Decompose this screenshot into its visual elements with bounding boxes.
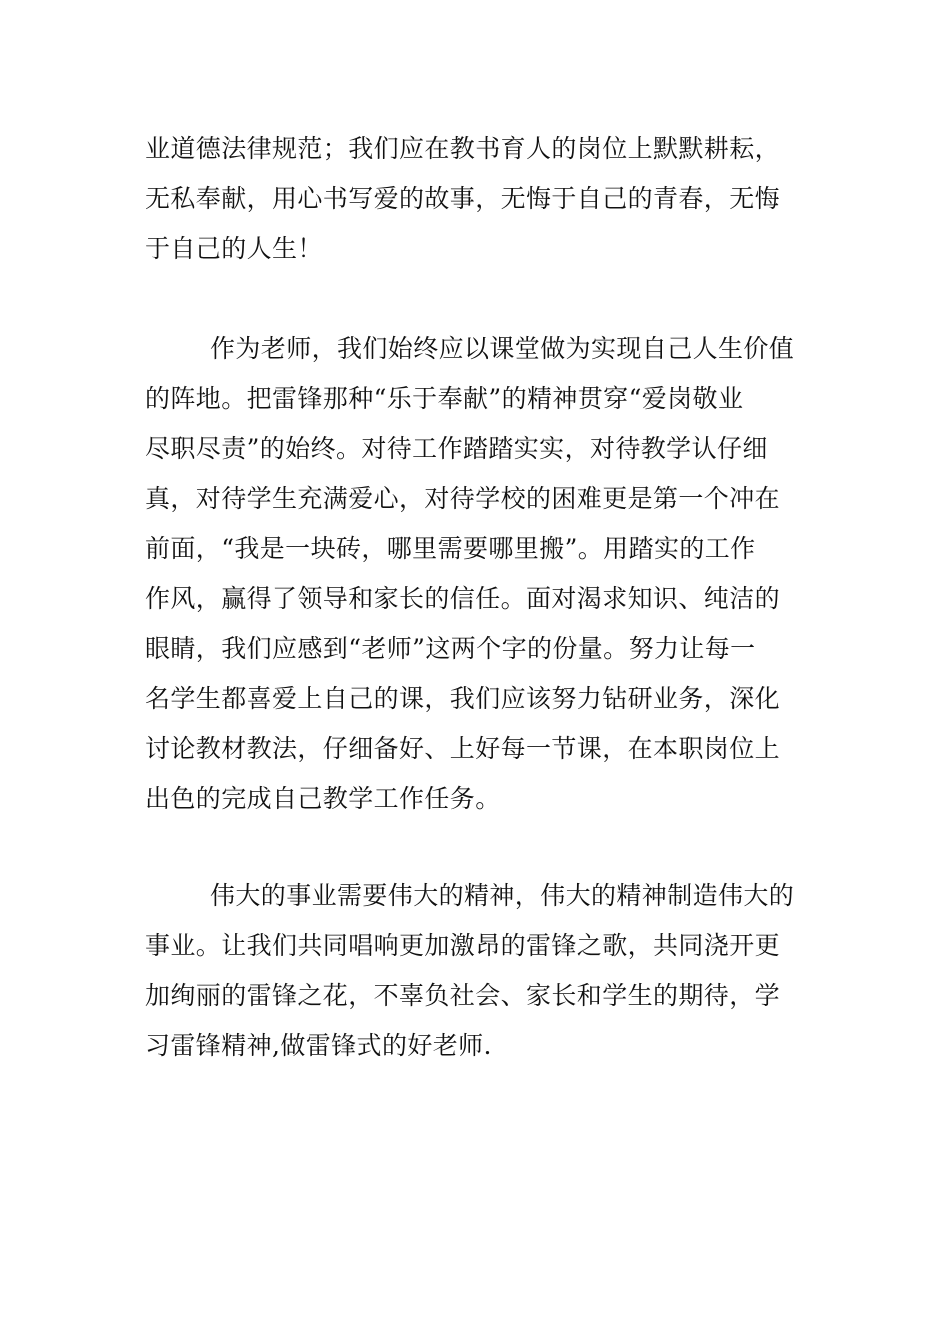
paragraph-line: 尽职尽责”的始终。对待工作踏踏实实，对待教学认仔细 xyxy=(145,434,768,463)
paragraph-line: 的阵地。把雷锋那种“乐于奉献”的精神贯穿“爱岗敬业 xyxy=(145,384,744,413)
paragraph-line: 习雷锋精神,做雷锋式的好老师. xyxy=(145,1031,492,1060)
paragraph-line: 于自己的人生！ xyxy=(145,234,323,263)
paragraph-line: 名学生都喜爱上自己的课，我们应该努力钻研业务，深化 xyxy=(145,684,781,713)
paragraph-line: 作风，赢得了领导和家长的信任。面对渴求知识、纯洁的 xyxy=(145,584,781,613)
paragraph-line: 业道德法律规范；我们应在教书育人的岗位上默默耕耘， xyxy=(145,134,781,163)
paragraph-line: 真，对待学生充满爱心，对待学校的困难更是第一个冲在 xyxy=(145,484,781,513)
paragraph-line: 眼睛，我们应感到“老师”这两个字的份量。努力让每一 xyxy=(145,634,756,663)
paragraph-line: 无私奉献，用心书写爱的故事，无悔于自己的青春，无悔 xyxy=(145,184,781,213)
paragraph-line: 出色的完成自己教学工作任务。 xyxy=(145,784,501,813)
paragraph-line: 加绚丽的雷锋之花，不辜负社会、家长和学生的期待，学 xyxy=(145,981,781,1010)
paragraph-line: 作为老师，我们始终应以课堂做为实现自己人生价值 xyxy=(210,334,795,363)
paragraph-line: 前面，“我是一块砖，哪里需要哪里搬”。用踏实的工作 xyxy=(145,534,756,563)
paragraph-line: 讨论教材教法，仔细备好、上好每一节课，在本职岗位上 xyxy=(145,734,781,763)
paragraph-line: 伟大的事业需要伟大的精神，伟大的精神制造伟大的 xyxy=(210,881,795,910)
paragraph-line: 事业。让我们共同唱响更加激昂的雷锋之歌，共同浇开更 xyxy=(145,931,781,960)
